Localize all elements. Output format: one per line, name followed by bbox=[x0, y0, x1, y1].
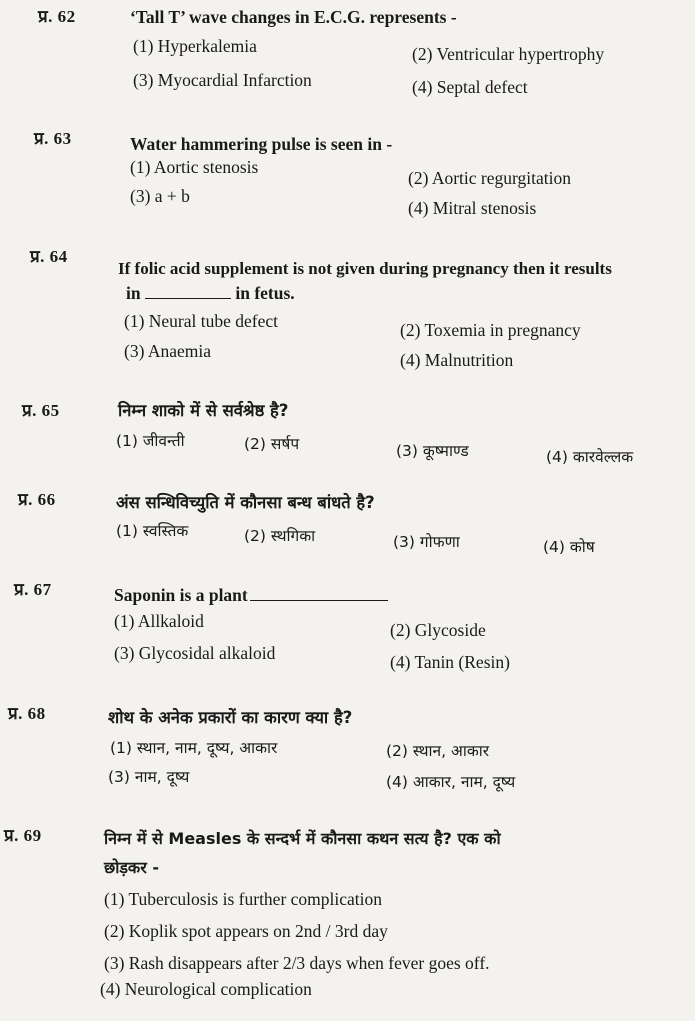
option-1: (1) जीवन्ती bbox=[116, 432, 185, 450]
option-4: (4) आकार, नाम, दूष्य bbox=[386, 773, 516, 791]
question-number: प्र. 65 bbox=[22, 401, 60, 420]
question-text-line-2 bbox=[126, 280, 295, 306]
option-1: (1) Neural tube defect bbox=[124, 311, 279, 331]
question-text: शोथ के अनेक प्रकारों का कारण क्या है? bbox=[108, 708, 353, 727]
text-in-fetus: in fetus. bbox=[235, 283, 295, 303]
option-1: (1) Tuberculosis is further complication bbox=[104, 889, 383, 909]
question-number: प्र. 64 bbox=[30, 247, 68, 266]
question-text-line-1: If folic acid supplement is not given during pregnancy then it results bbox=[118, 259, 612, 278]
option-4: (4) कोष bbox=[543, 538, 595, 556]
question-number: प्र. 63 bbox=[34, 129, 72, 148]
option-2: (2) Koplik spot appears on 2nd / 3rd day bbox=[104, 921, 388, 941]
option-2: (2) Toxemia in pregnancy bbox=[400, 320, 581, 340]
question-text-line-2: छोड़कर - bbox=[104, 858, 159, 877]
option-3: (3) Myocardial Infarction bbox=[133, 70, 312, 90]
option-3: (3) नाम, दूष्य bbox=[108, 768, 190, 786]
option-4: (4) Neurological complication bbox=[100, 979, 312, 999]
option-1: (1) स्वस्तिक bbox=[116, 522, 189, 540]
option-3: (3) गोफणा bbox=[393, 533, 460, 551]
question-number: प्र. 68 bbox=[8, 704, 46, 723]
option-1: (1) Hyperkalemia bbox=[133, 36, 257, 56]
option-3: (3) कूष्माण्ड bbox=[396, 442, 469, 460]
option-2: (2) Ventricular hypertrophy bbox=[412, 44, 605, 64]
option-4: (4) Malnutrition bbox=[400, 350, 514, 370]
option-4: (4) Tanin (Resin) bbox=[390, 652, 510, 672]
question-text bbox=[114, 582, 388, 608]
option-1: (1) Aortic stenosis bbox=[130, 157, 259, 177]
question-number: प्र. 62 bbox=[38, 7, 76, 26]
question-text-line-1: निम्न में से Measles के सन्दर्भ में कौनसा कथन सत्य है? एक को bbox=[104, 829, 501, 848]
option-4: (4) Septal defect bbox=[412, 77, 528, 97]
question-text: ‘Tall T’ wave changes in E.C.G. represents - bbox=[130, 7, 457, 27]
question-number: प्र. 67 bbox=[14, 580, 52, 599]
question-number: प्र. 69 bbox=[4, 826, 42, 845]
option-2: (2) स्थगिका bbox=[244, 527, 316, 545]
text-in: in bbox=[126, 283, 141, 303]
option-2: (2) Aortic regurgitation bbox=[408, 168, 571, 188]
question-stem: Saponin is a plant bbox=[114, 585, 248, 605]
option-3: (3) Anaemia bbox=[124, 341, 211, 361]
question-text: निम्न शाको में से सर्वश्रेष्ठ है? bbox=[118, 401, 289, 420]
option-2: (2) स्थान, आकार bbox=[386, 742, 490, 760]
option-2: (2) सर्षप bbox=[244, 435, 300, 453]
option-4: (4) Mitral stenosis bbox=[408, 198, 537, 218]
question-text: अंस सन्धिविच्युति में कौनसा बन्ध बांधते है? bbox=[116, 493, 375, 512]
option-2: (2) Glycoside bbox=[390, 620, 486, 640]
option-3: (3) Glycosidal alkaloid bbox=[114, 643, 276, 663]
option-3: (3) a + b bbox=[130, 186, 190, 206]
option-4: (4) कारवेल्लक bbox=[546, 448, 634, 466]
option-1: (1) Allkaloid bbox=[114, 611, 204, 631]
answer-blank bbox=[145, 282, 231, 299]
question-text: Water hammering pulse is seen in - bbox=[130, 134, 393, 154]
answer-blank bbox=[250, 584, 388, 601]
option-3: (3) Rash disappears after 2/3 days when fever goes off. bbox=[104, 953, 490, 973]
question-number: प्र. 66 bbox=[18, 490, 56, 509]
option-1: (1) स्थान, नाम, दूष्य, आकार bbox=[110, 739, 278, 757]
